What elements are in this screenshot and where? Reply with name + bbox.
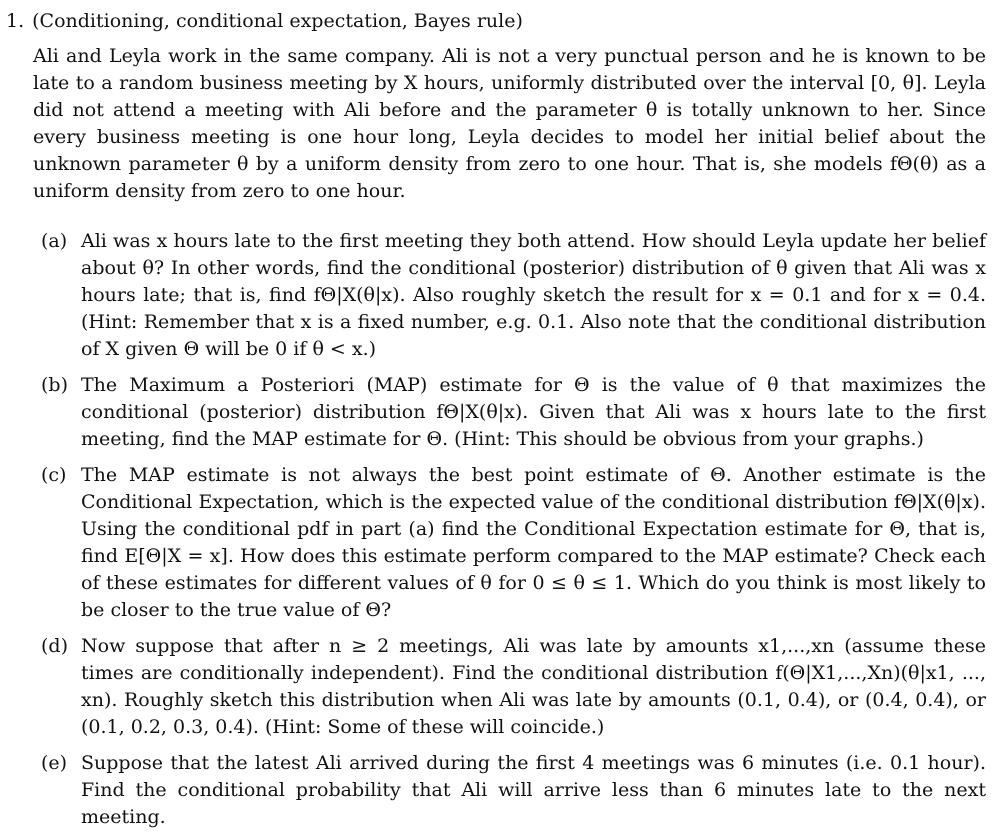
part-text: Suppose that the latest Ali arrived during the first 4 meetings was 6 minutes (i.e. 0.1 hour). Find the conditional probability that Ali will arrive less than 6 minutes late to the next meeting.	[81, 752, 986, 828]
part-b	[33, 372, 986, 453]
problem-number: 1.	[6, 10, 25, 32]
part-label: (e)	[41, 752, 68, 774]
part-label: (b)	[41, 374, 68, 396]
part-label: (c)	[41, 464, 67, 486]
problem-intro: Ali and Leyla work in the same company. Ali is not a very punctual person and he is known to be late to a random business meeting by X hours, uniformly distributed over the interval [0, θ]. Leyla did not attend a meeting with Ali before and the parameter θ is totally unknown to her. Since every business meeting is one hour long, Leyla decides to model her initial belief about the unknown parameter θ by a uniform density from zero to one hour. That is, she models fΘ(θ) as a uniform density from zero to one hour.	[33, 45, 986, 202]
part-text: Now suppose that after n ≥ 2 meetings, Ali was late by amounts x1,...,xn (assume these times are conditionally independent). Find the conditional distribution f(Θ|X1,...,Xn)(θ|x1, ..., xn). Roughly sketch this distribution when Ali was late by amounts (0.1, 0.4), or (0.4, 0.4), or (0.1, 0.2, 0.3, 0.4). (Hint: Some of these will coincide.)	[81, 635, 986, 738]
part-d	[33, 633, 986, 741]
part-a	[33, 228, 986, 363]
part-text: The MAP estimate is not always the best point estimate of Θ. Another estimate is the Conditional Expectation, which is the expected value of the conditional distribution fΘ|X(θ|x). Using the conditional pdf in part (a) find the Conditional Expectation estimate for Θ, that is, find E[Θ|X = x]. How does this estimate perform compared to the MAP estimate? Check each of these estimates for different values of θ for 0 ≤ θ ≤ 1. Which do you think is most likely to be closer to the true value of Θ?	[81, 464, 986, 621]
problem-heading	[6, 8, 523, 34]
part-label: (d)	[41, 635, 68, 657]
part-text: The Maximum a Posteriori (MAP) estimate for Θ is the value of θ that maximizes the conditional (posterior) distribution fΘ|X(θ|x). Given that Ali was x hours late to the first meeting, find the MAP estimate for Θ. (Hint: This should be obvious from your graphs.)	[81, 374, 986, 450]
problem-title: (Conditioning, conditional expectation, Bayes rule)	[32, 10, 523, 32]
part-text: Ali was x hours late to the first meeting they both attend. How should Leyla update her belief about θ? In other words, find the conditional (posterior) distribution of θ given that Ali was x hours late; that is, find fΘ|X(θ|x). Also roughly sketch the result for x = 0.1 and for x = 0.4. (Hint: Remember that x is a fixed number, e.g. 0.1. Also note that the conditional distribution of X given Θ will be 0 if θ < x.)	[81, 230, 986, 360]
parts-list	[33, 228, 986, 840]
part-label: (a)	[41, 230, 68, 252]
part-c	[33, 462, 986, 624]
